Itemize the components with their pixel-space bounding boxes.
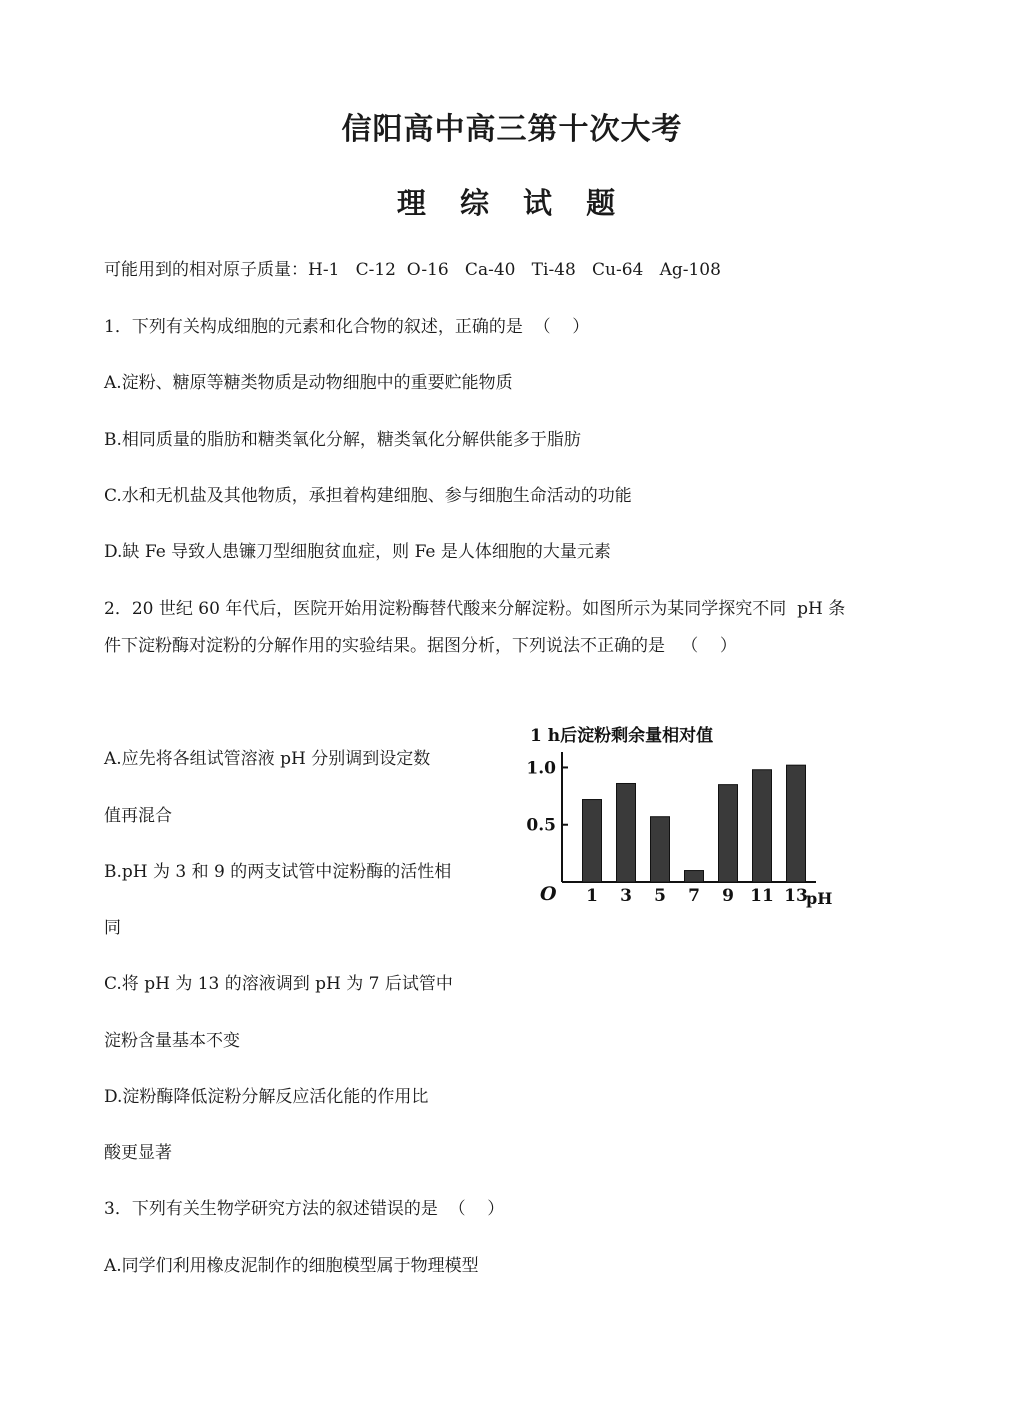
q2-option-c-line2: 淀粉含量基本不变 [104,1031,240,1051]
q2-option-c-line1: C.将 pH 为 13 的溶液调到 pH 为 7 后试管中 [104,974,453,994]
chart-y-tick-label: 1.0 [526,758,556,779]
q3-stem: 3．下列有关生物学研究方法的叙述错误的是 （ ） [104,1199,505,1219]
q2-option-d-line2: 酸更显著 [104,1143,172,1163]
chart-bar [719,785,738,882]
chart-y-tick-label: 0.5 [526,815,556,836]
starch-remaining-bar-chart [516,714,846,914]
chart-bar [617,783,636,882]
chart-bar [685,871,704,882]
q2-option-a-line2: 值再混合 [104,806,172,826]
paper-subtitle: 理 综 试 题 [396,186,628,220]
atomic-masses: 可能用到的相对原子质量：H-1 C-12 O-16 Ca-40 Ti-48 Cu-64 Ag-108 [104,260,721,280]
chart-bar [651,817,670,882]
chart-bar [753,770,772,882]
chart-x-tick-label: 5 [654,886,666,906]
chart-x-tick-label: 1 [586,886,598,906]
chart-x-axis-label: pH [806,889,833,908]
q1-option-c: C.水和无机盐及其他物质，承担着构建细胞、参与细胞生命活动的功能 [104,486,632,506]
chart-x-tick-label: 13 [784,886,808,906]
q2-stem-line1: 2．20 世纪 60 年代后，医院开始用淀粉酶替代酸来分解淀粉。如图所示为某同学探究不同 pH 条 [104,599,846,619]
chart-x-tick-label: 7 [688,886,700,906]
q1-option-b: B.相同质量的脂肪和糖类氧化分解，糖类氧化分解供能多于脂肪 [104,430,581,450]
chart-bar [787,765,806,882]
q2-option-d-line1: D.淀粉酶降低淀粉分解反应活化能的作用比 [104,1087,429,1107]
q2-stem-line2: 件下淀粉酶对淀粉的分解作用的实验结果。据图分析，下列说法不正确的是 （ ） [104,636,737,656]
chart-x-tick-label: 11 [750,886,774,906]
q3-option-a: A.同学们利用橡皮泥制作的细胞模型属于物理模型 [104,1256,479,1276]
q1-option-a: A.淀粉、糖原等糖类物质是动物细胞中的重要贮能物质 [104,373,513,393]
q2-option-b-line2: 同 [104,918,121,938]
chart-x-tick-label: 9 [722,886,734,906]
chart-bar [583,800,602,882]
chart-title: 1 h后淀粉剩余量相对值 [530,726,714,746]
q2-option-a-line1: A.应先将各组试管溶液 pH 分别调到设定数 [104,749,431,769]
q1-stem: 1．下列有关构成细胞的元素和化合物的叙述，正确的是 （ ） [104,317,590,337]
chart-origin-label: O [540,883,557,905]
chart-x-tick-label: 3 [620,886,632,906]
q1-option-d: D.缺 Fe 导致人患镰刀型细胞贫血症，则 Fe 是人体细胞的大量元素 [104,542,611,562]
page-title: 信阳高中高三第十次大考 [341,112,683,147]
q2-option-b-line1: B.pH 为 3 和 9 的两支试管中淀粉酶的活性相 [104,862,452,882]
